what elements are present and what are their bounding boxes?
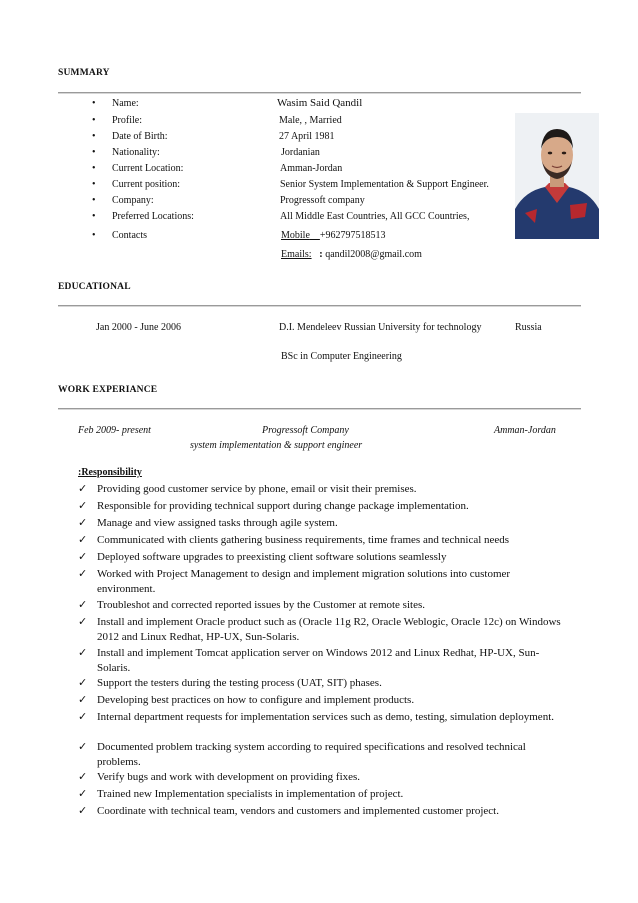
summary-label: Name: bbox=[112, 98, 139, 109]
contact-email bbox=[281, 248, 422, 260]
check-icon: ✓ bbox=[78, 677, 88, 689]
email-separator: : bbox=[319, 248, 323, 260]
education-divider bbox=[58, 305, 581, 307]
education-heading: EDUCATIONAL bbox=[58, 282, 131, 292]
bullet: • bbox=[92, 195, 96, 206]
summary-label: Date of Birth: bbox=[112, 131, 168, 142]
work-location: Amman-Jordan bbox=[494, 425, 556, 436]
work-role: system implementation & support engineer bbox=[190, 440, 363, 451]
work-company: Progressoft Company bbox=[262, 425, 349, 436]
profile-photo-image bbox=[515, 113, 599, 239]
check-icon: ✓ bbox=[78, 534, 88, 546]
list-item-text: Communicated with clients gathering business requirements, time frames and technical needs bbox=[97, 534, 510, 546]
list-item-text: Verify bugs and work with development on providing fixes. bbox=[97, 771, 361, 783]
check-icon: ✓ bbox=[78, 805, 88, 817]
mobile-label: Mobile bbox=[281, 230, 310, 241]
list-item-text: Support the testers during the testing process (UAT, SIT) phases. bbox=[97, 677, 382, 689]
work-period: Feb 2009- present bbox=[78, 425, 151, 436]
check-icon: ✓ bbox=[78, 500, 88, 512]
mobile-number: +962797518513 bbox=[319, 230, 386, 241]
email-address[interactable]: qandil2008@gmail.com bbox=[325, 249, 422, 260]
contact-mobile bbox=[281, 230, 386, 241]
summary-label: Company: bbox=[112, 195, 154, 206]
bullet: • bbox=[92, 115, 96, 126]
bullet: • bbox=[92, 211, 96, 222]
summary-label: Contacts bbox=[112, 230, 147, 241]
summary-label: Profile: bbox=[112, 115, 142, 126]
check-icon: ✓ bbox=[78, 771, 88, 783]
check-icon: ✓ bbox=[78, 551, 88, 563]
check-icon: ✓ bbox=[78, 741, 88, 753]
summary-value-name: Wasim Said Qandil bbox=[277, 97, 363, 109]
bullet: • bbox=[92, 147, 96, 158]
profile-photo bbox=[515, 113, 599, 239]
list-item-text: Deployed software upgrades to preexisting client software solutions seamlessly bbox=[97, 551, 447, 563]
bullet: • bbox=[92, 98, 96, 109]
list-item-text: Responsible for providing technical support during change package implementation. bbox=[97, 500, 469, 512]
summary-value: 27 April 1981 bbox=[279, 131, 335, 142]
emails-label: Emails: bbox=[281, 249, 312, 260]
bullet: • bbox=[92, 131, 96, 142]
list-item-text: Install and implement Tomcat application server on Windows 2012 and Linux Redhat, HP-UX, Sun-Solaris. bbox=[97, 647, 540, 674]
list-item-text: Coordinate with technical team, vendors and customers and implemented customer project. bbox=[97, 805, 499, 817]
responsibility-heading: :Responsibility bbox=[78, 467, 142, 478]
education-country: Russia bbox=[515, 322, 542, 333]
check-icon: ✓ bbox=[78, 599, 88, 611]
list-item-text: Worked with Project Management to design and implement migration solutions into customer environment. bbox=[97, 568, 511, 595]
list-item-text: Install and implement Oracle product such as (Oracle 11g R2, Oracle Weblogic, Oracle 12c) on Windows 2012 and Linux Redhat, HP-UX, Sun-Solaris. bbox=[97, 616, 561, 643]
summary-value: Amman-Jordan bbox=[280, 163, 343, 174]
summary-heading: SUMMARY bbox=[58, 68, 110, 78]
bullet: • bbox=[92, 163, 96, 174]
check-icon: ✓ bbox=[78, 647, 88, 659]
summary-value: Senior System Implementation & Support Engineer. bbox=[280, 179, 489, 190]
bullet: • bbox=[92, 230, 96, 241]
list-item-text: Manage and view assigned tasks through agile system. bbox=[97, 517, 338, 529]
summary-value: Progressoft company bbox=[280, 195, 365, 206]
check-icon: ✓ bbox=[78, 483, 88, 495]
list-item-text: Providing good customer service by phone, email or visit their premises. bbox=[97, 483, 417, 495]
check-icon: ✓ bbox=[78, 616, 88, 628]
summary-divider bbox=[58, 92, 581, 94]
education-institution: D.I. Mendeleev Russian University for technology bbox=[279, 322, 482, 333]
list-item-text: Documented problem tracking system according to required specifications and resolved technical problems. bbox=[97, 741, 526, 768]
list-item-text: Trained new Implementation specialists in implementation of project. bbox=[97, 788, 404, 800]
summary-value: Male, , Married bbox=[279, 115, 342, 126]
check-icon: ✓ bbox=[78, 788, 88, 800]
check-icon: ✓ bbox=[78, 517, 88, 529]
check-icon: ✓ bbox=[78, 694, 88, 706]
check-icon: ✓ bbox=[78, 568, 88, 580]
list-item-text: Troubleshot and corrected reported issues by the Customer at remote sites. bbox=[97, 599, 425, 611]
list-item-text: Developing best practices on how to configure and implement products. bbox=[97, 694, 415, 706]
summary-value: All Middle East Countries, All GCC Countries, bbox=[280, 211, 470, 222]
summary-label: Current position: bbox=[112, 179, 181, 190]
work-heading: WORK EXPERIANCE bbox=[58, 385, 158, 395]
summary-label: Current Location: bbox=[112, 163, 184, 174]
work-divider bbox=[58, 408, 581, 410]
summary-label: Nationality: bbox=[112, 147, 160, 158]
summary-value: Jordanian bbox=[281, 147, 320, 158]
summary-label: Preferred Locations: bbox=[112, 211, 194, 222]
education-period: Jan 2000 - June 2006 bbox=[96, 322, 181, 333]
bullet: • bbox=[92, 179, 96, 190]
check-icon: ✓ bbox=[78, 711, 88, 723]
education-degree: BSc in Computer Engineering bbox=[281, 351, 402, 362]
list-item-text: Internal department requests for implementation services such as demo, testing, simulation deployment. bbox=[97, 711, 554, 723]
